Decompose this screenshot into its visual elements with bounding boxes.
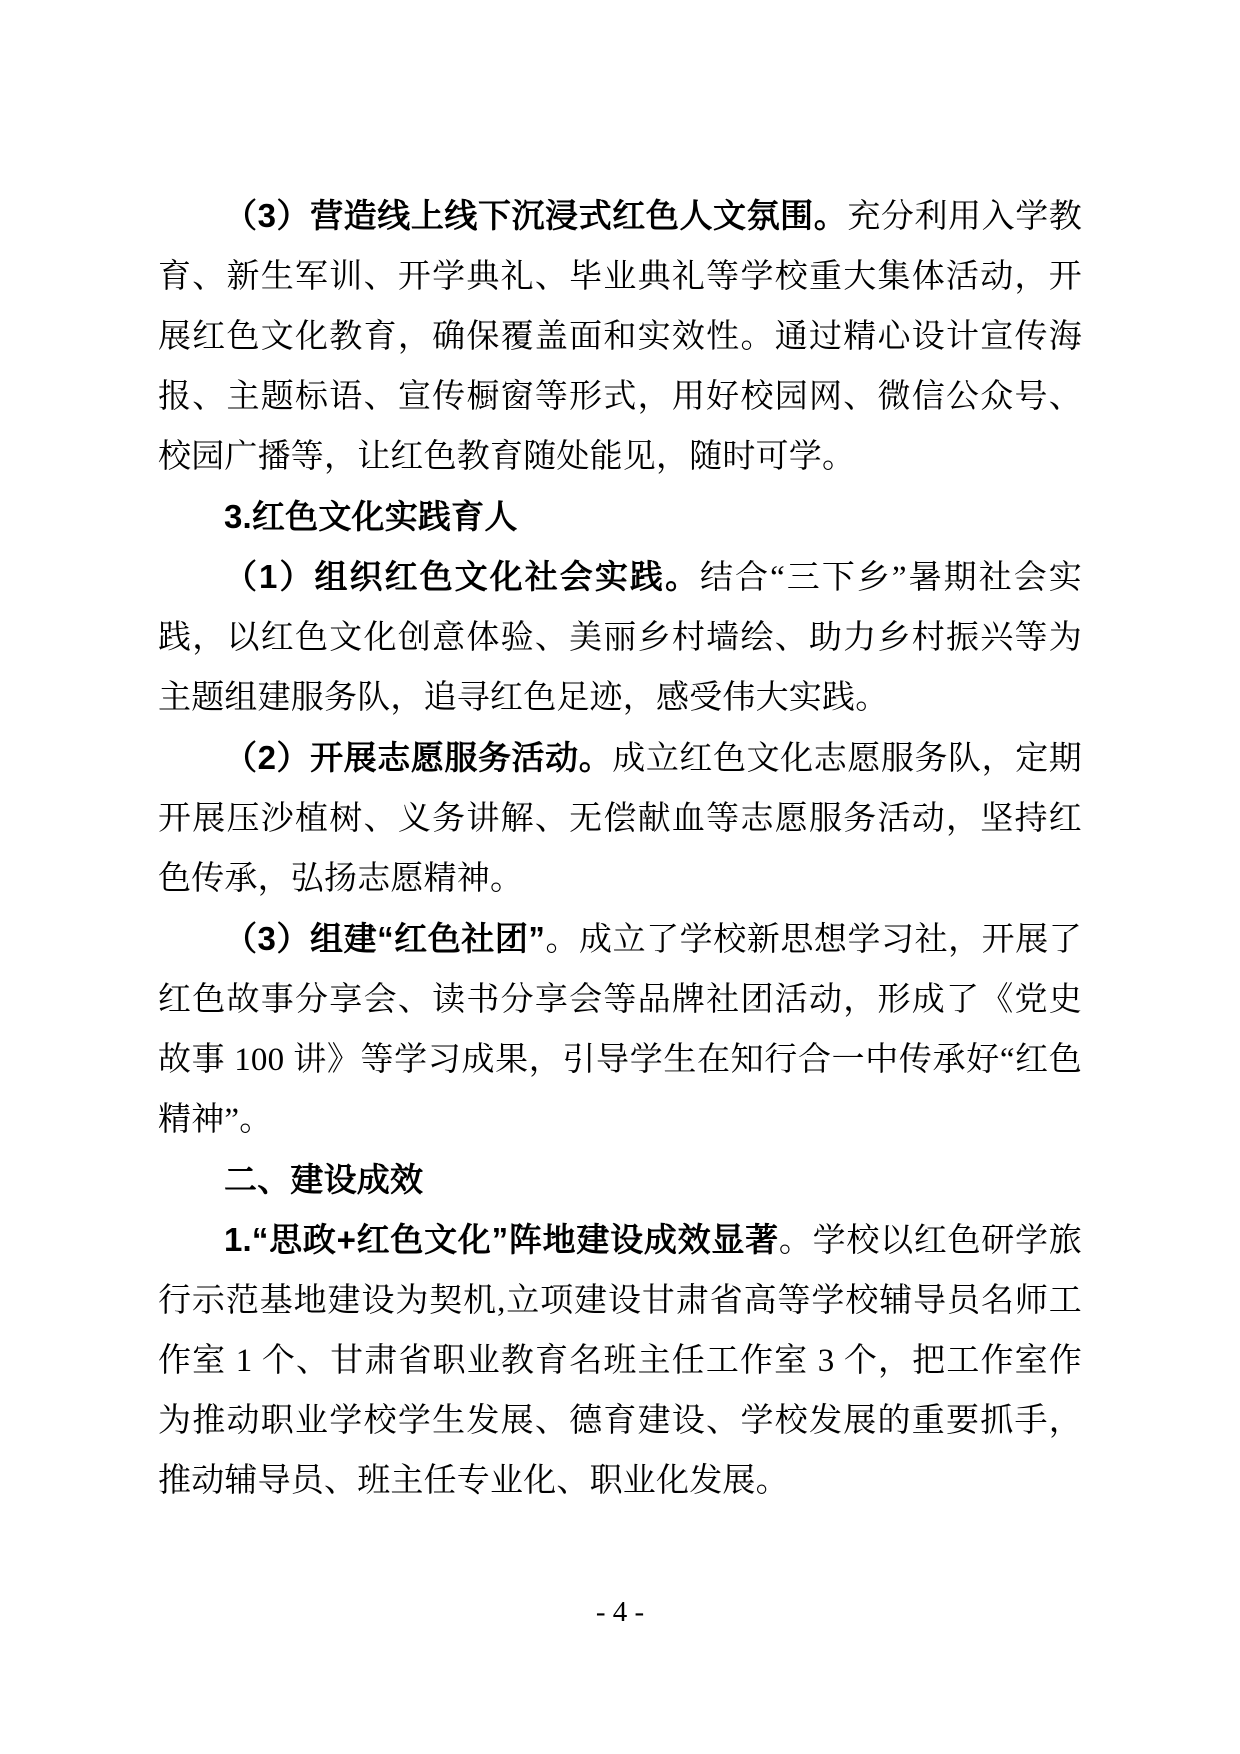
paragraph-immersive-red-atmosphere [158,186,1082,487]
paragraph-text: 成立红色文化志愿服务队，定期开展压沙植树、义务讲解、无偿献血等志愿服务活动，坚持红色传承，弘扬志愿精神。 [158,741,1082,897]
paragraph-text: 结合“三下乡”暑期社会实践，以红色文化创意体验、美丽乡村墙绘、助力乡村振兴等为主题组建服务队，追寻红色足迹，感受伟大实践。 [158,560,1082,716]
heading-red-culture-practice-education: 3.红色文化实践育人 [224,498,518,535]
paragraph-volunteer-service [158,728,1082,909]
heading-construction-results: 二、建设成效 [224,1161,424,1198]
paragraph-lead: （3）组建“红色社团” [224,920,546,957]
paragraph-text: 充分利用入学教育、新生军训、开学典礼、毕业典礼等学校重大集体活动，开展红色文化教育，确保覆盖面和实效性。通过精心设计宣传海报、主题标语、宣传橱窗等形式，用好校园网、微信公众号、校园广播等，让红色教育随处能见，随时可学。 [158,199,1082,475]
paragraph-text: 。成立了学校新思想学习社，开展了红色故事分享会、读书分享会等品牌社团活动，形成了《党史故事 100 讲》等学习成果，引导学生在知行合一中传承好“红色精神”。 [158,922,1082,1138]
paragraph-text: 。学校以红色研学旅行示范基地建设为契机,立项建设甘肃省高等学校辅导员名师工作室 1 个、甘肃省职业教育名班主任工作室 3 个，把工作室作为推动职业学校学生发展、德育建设、学校发展的重要抓手，推动辅导员、班主任专业化、职业化发展。 [158,1223,1082,1499]
paragraph-szhc-position-results [158,1210,1082,1511]
document-body [158,186,1082,1511]
paragraph-lead: （1）组织红色文化社会实践。 [224,558,700,595]
paragraph-lead: 1.“思政+红色文化”阵地建设成效显著 [224,1221,779,1258]
page-number: - 4 - [595,1596,645,1628]
paragraph-social-practice [158,547,1082,728]
paragraph-lead: （2）开展志愿服务活动。 [224,739,613,776]
paragraph-red-clubs [158,909,1082,1150]
paragraph-lead: （3）营造线上线下沉浸式红色人文氛围。 [224,197,848,234]
